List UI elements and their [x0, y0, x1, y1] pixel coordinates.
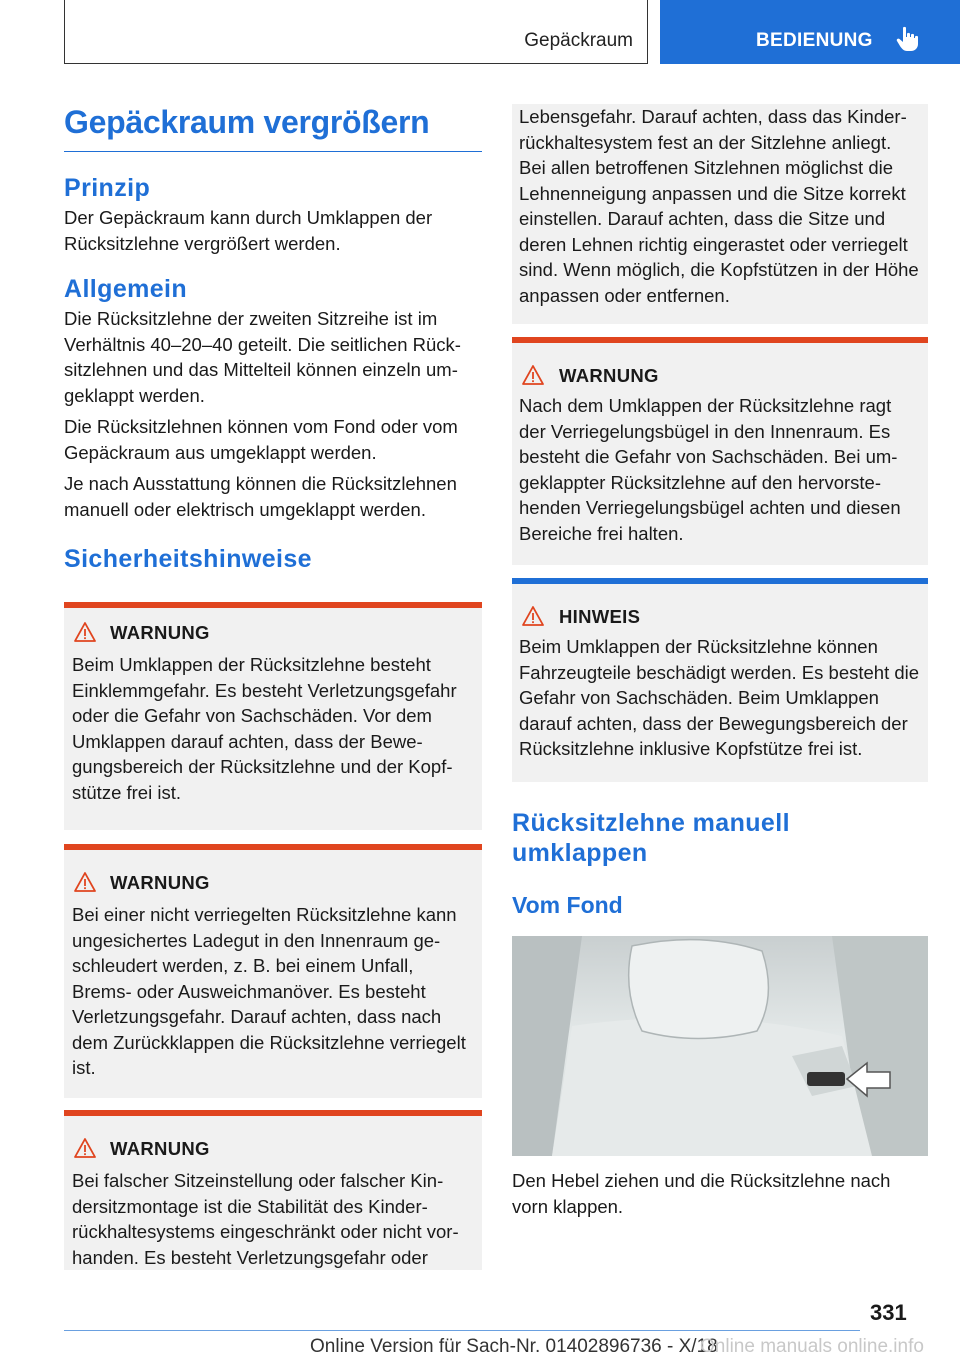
warning-box [64, 1110, 482, 1270]
warning-text: Nach dem Umklappen der Rücksitzlehne ragt der Verriegelungsbügel in den Innenraum. Es besteht die Gefahr von Sachschäden. Bei umgeklappter Rücksitzlehne auf den hervorstehenden Verriegelungsbügel achten und diesen Bereiche frei halten. [519, 395, 901, 544]
watermark: Online manuals online.info [700, 1336, 924, 1357]
page-title: Gepäckraum vergrößern [64, 104, 430, 140]
warning-box [512, 337, 928, 565]
warning-triangle-icon [74, 872, 96, 892]
warning-text-continued: Lebensgefahr. Darauf achten, dass das Kinderrückhaltesystem fest an der Sitzlehne anliegt. Bei allen betroffenen Sitzlehnen möglichst die Lehnenneigung anpassen und die Sitze korrekt einstellen. Darauf achten, dass die Sitze und deren Lehnen richtig eingerastet oder verriegelt sind. Wenn möglich, die Kopfstützen in der Höhe anpassen oder entfernen. [519, 106, 919, 306]
warning-triangle-icon [522, 365, 544, 385]
warning-title: WARNUNG [110, 622, 210, 643]
heading-ruecksitzlehne-manuell: Rücksitzlehne manuell umklappen [512, 809, 790, 867]
paragraph-allgemein-2: Die Rücksitzlehnen können vom Fond oder vom Gepäckraum aus umgeklappt werden. [64, 416, 458, 463]
warning-title: WARNUNG [110, 872, 210, 893]
warning-text: Bei einer nicht verriegelten Rücksitzlehne kann ungesichertes Ladegut in den Innenraum geschleudert werden, z. B. bei einem Unfall, Brems- oder Ausweichmanöver. Es besteht Verletzungsgefahr. Darauf achten, dass nach dem Zurückklappen die Rücksitzlehne verriegelt ist. [72, 904, 466, 1078]
page-number: 331 [870, 1300, 907, 1325]
photo-caption: Den Hebel ziehen und die Rücksitzlehne nach vorn klappen. [512, 1170, 891, 1217]
manuell-section [512, 808, 928, 919]
warning-text: Beim Umklappen der Rücksitzlehne besteht Einklemmgefahr. Es besteht Verletzungsgefahr oder die Gefahr von Sachschäden. Vor dem Umklappen darauf achten, dass der Bewegungsbereich der Rücksitzlehne und der Kopfstütze frei ist. [72, 654, 457, 803]
heading-sicherheitshinweise: Sicherheitshinweise [64, 545, 312, 573]
warning-triangle-icon [74, 622, 96, 642]
warning-box-continued [512, 104, 928, 324]
warning-title: WARNUNG [559, 365, 659, 386]
warning-triangle-icon [522, 606, 544, 626]
paragraph-prinzip: Der Gepäckraum kann durch Umklappen der Rücksitzlehne vergrößert werden. [64, 207, 433, 254]
warning-text: Bei falscher Sitzeinstellung oder falscher Kindersitzmontage ist die Stabilität des Kinderrückhaltesystems eingeschränkt oder nicht vorhanden. Es besteht Verletzungsgefahr oder [72, 1170, 459, 1268]
title-rule [64, 151, 482, 152]
hinweis-box [512, 578, 928, 782]
footer-rule [64, 1330, 860, 1331]
hinweis-title: HINWEIS [559, 606, 641, 627]
left-column [64, 104, 482, 574]
rear-seat-illustration [512, 936, 928, 1156]
header-section-tab [64, 0, 648, 64]
header-chapter-tab [660, 0, 960, 64]
warning-title: WARNUNG [110, 1138, 210, 1159]
header-chapter-label: BEDIENUNG [756, 30, 873, 51]
heading-prinzip: Prinzip [64, 174, 151, 202]
header-section-label: Gepäckraum [524, 30, 633, 51]
footer-version: Online Version für Sach-Nr. 01402896736 - X/18 [310, 1336, 718, 1357]
heading-vom-fond: Vom Fond [512, 892, 623, 918]
paragraph-allgemein-1: Die Rücksitzlehne der zweiten Sitzreihe ist im Verhältnis 40–20–40 geteilt. Die seitlichen Rücksitzlehnen und das Mittelteil können einzeln umgeklappt werden. [64, 308, 461, 406]
warning-box [64, 602, 482, 830]
paragraph-allgemein-3: Je nach Ausstattung können die Rücksitzlehnen manuell oder elektrisch umgeklappt werden. [64, 473, 457, 520]
warning-triangle-icon [74, 1138, 96, 1158]
heading-allgemein: Allgemein [64, 275, 188, 303]
seat-photo [512, 936, 928, 1156]
warning-box [64, 844, 482, 1098]
hand-pointer-icon [896, 26, 920, 52]
hinweis-text: Beim Umklappen der Rücksitzlehne können Fahrzeugteile beschädigt werden. Es besteht die Gefahr von Sachschäden. Beim Umklappen darauf achten, dass der Bewegungsbereich der Rücksitzlehne inklusive Kopfstütze frei ist. [519, 636, 920, 759]
